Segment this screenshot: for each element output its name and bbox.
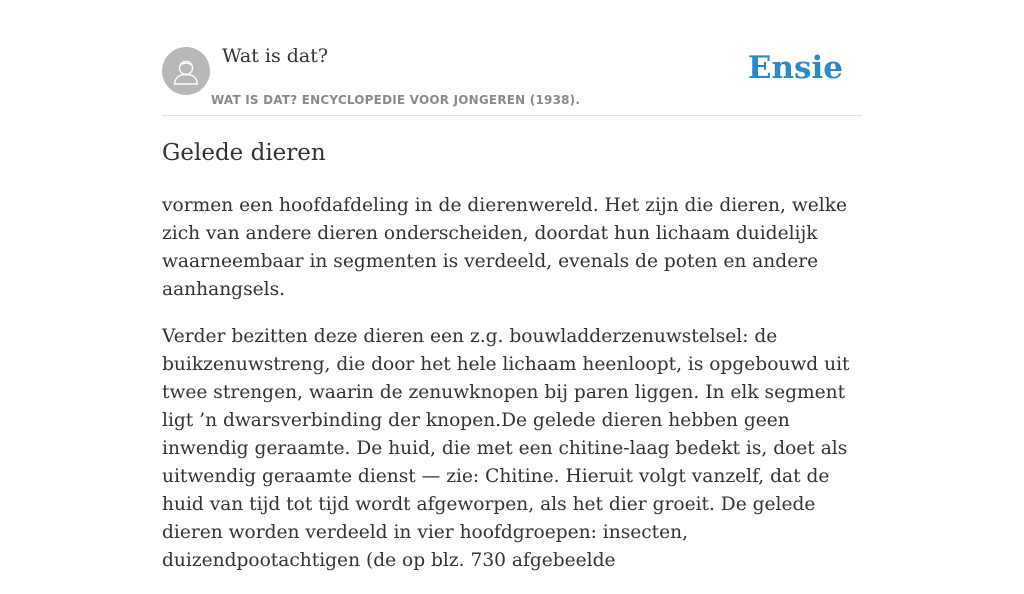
article-paragraph: Verder bezitten deze dieren een z.g. bouwladderzenuwstelsel: de buikzenuwstreng, die door het hele lichaam heenloopt, is opgebouwd uit twee strengen, waarin de zenuwknopen bij paren liggen. In elk segment ligt ’n dwarsverbinding der knopen.De gelede dieren hebben geen inwendig geraamte. De huid, die met een chitine-laag bedekt is, doet als uitwendig geraamte dienst — zie: Chitine. Hieruit volgt vanzelf, dat de huid van tijd tot tijd wordt afgeworpen, als het dier groeit. De gelede dieren worden verdeeld in vier hoofdgroepen: insecten, duizendpootachtigen (de op blz. 730 afgebeelde bbox=[162, 326, 850, 571]
ensie-logo[interactable]: Ensie bbox=[747, 50, 843, 86]
article-title: Gelede dieren bbox=[162, 140, 326, 166]
source-header bbox=[162, 0, 862, 116]
user-icon bbox=[162, 47, 210, 95]
content-container bbox=[162, 0, 862, 571]
source-subtitle: WAT IS DAT? ENCYCLOPEDIE VOOR JONGEREN (1938). bbox=[211, 93, 581, 107]
source-title[interactable]: Wat is dat? bbox=[222, 45, 329, 67]
article-paragraph: vormen een hoofdafdeling in de dierenwereld. Het zijn die dieren, welke zich van andere dieren onderscheiden, doordat hun lichaam duidelijk waarneembaar in segmenten is verdeeld, evenals de poten en andere aanhangsels. bbox=[162, 195, 847, 300]
article-body bbox=[162, 192, 864, 594]
avatar[interactable] bbox=[162, 47, 210, 95]
